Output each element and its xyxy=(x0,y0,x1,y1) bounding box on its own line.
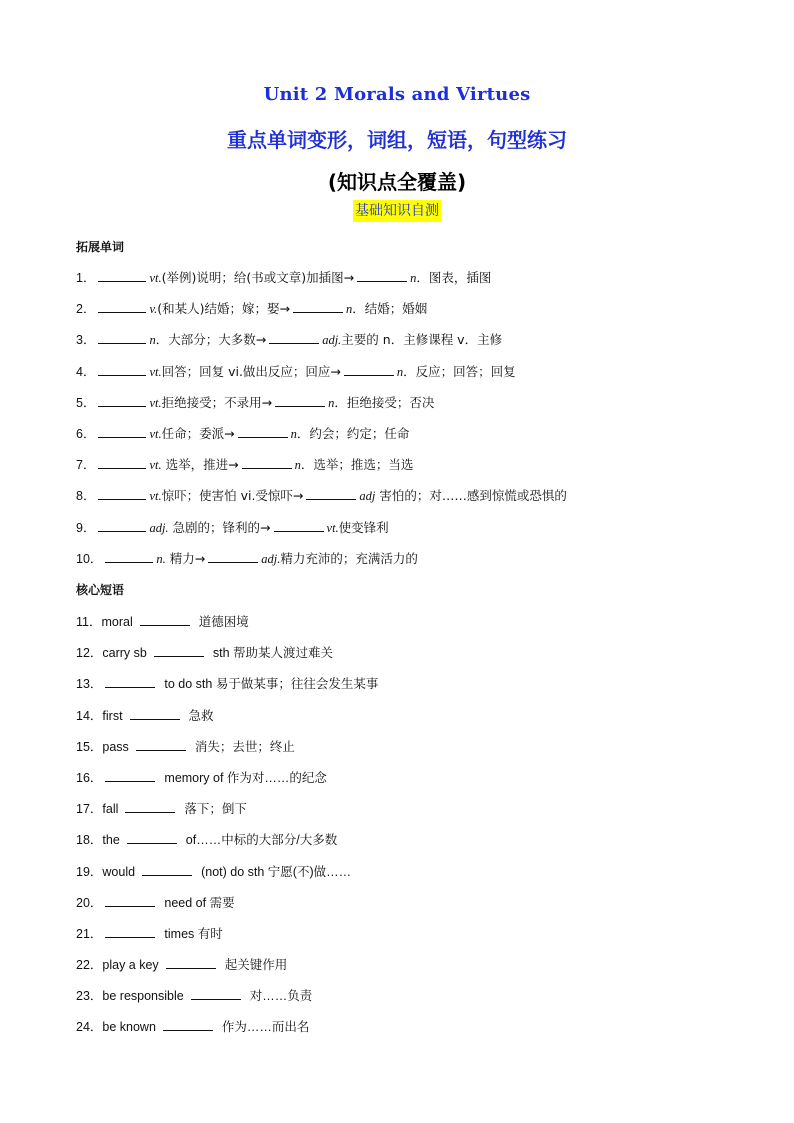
answer-blank[interactable] xyxy=(238,424,288,438)
phrase-suffix: 急救 xyxy=(188,708,214,723)
worksheet-title: 重点单词变形，词组，短语，句型练习 xyxy=(227,128,567,152)
phrase-suffix: 对……负责 xyxy=(249,989,313,1004)
answer-blank[interactable] xyxy=(269,330,319,344)
definition-text: 精力→ xyxy=(165,550,206,566)
item-number: 4． xyxy=(76,364,96,379)
word-item xyxy=(76,268,567,299)
item-number: 8． xyxy=(76,489,96,504)
part-of-speech: n xyxy=(328,395,335,410)
phrase-prefix: carry sb xyxy=(102,646,147,661)
part-of-speech: adj xyxy=(359,489,376,504)
unit-title: Unit 2 Morals and Virtues xyxy=(263,84,531,105)
phrase-item xyxy=(76,643,378,674)
part-of-speech: vt. xyxy=(149,271,162,285)
answer-blank[interactable] xyxy=(142,862,192,876)
phrase-prefix: fall xyxy=(102,802,119,817)
answer-blank[interactable] xyxy=(105,674,155,688)
definition-text: ．约会；约定；任命 xyxy=(296,425,410,441)
part-of-speech: n xyxy=(345,302,353,317)
word-list xyxy=(76,268,567,580)
definition-text: 使变锋利 xyxy=(338,519,389,535)
phrase-item xyxy=(76,893,378,924)
phrase-prefix: moral xyxy=(101,615,133,629)
item-number: 3． xyxy=(76,333,96,348)
word-item xyxy=(76,330,567,361)
phrase-prefix: be known xyxy=(102,1020,156,1035)
definition-text: ．反应；回答；回复 xyxy=(403,363,516,379)
definition-text: ．大部分；大多数→ xyxy=(155,332,267,348)
item-number: 16． xyxy=(76,770,103,785)
part-of-speech: n xyxy=(290,426,297,441)
item-number: 14． xyxy=(76,708,103,723)
item-number: 19． xyxy=(76,864,103,879)
answer-blank[interactable] xyxy=(274,518,324,532)
phrase-item xyxy=(76,1017,378,1048)
item-number: 21． xyxy=(76,926,103,941)
answer-blank[interactable] xyxy=(130,706,180,720)
definition-text: ．图表，插图 xyxy=(416,270,492,285)
phrase-item xyxy=(76,986,378,1017)
part-of-speech: adj. xyxy=(322,333,342,348)
definition-text: 任命；委派→ xyxy=(161,425,235,441)
item-number: 23． xyxy=(76,989,103,1004)
definition-text: ．选举；推选；当选 xyxy=(300,457,414,473)
phrase-item xyxy=(76,924,378,955)
answer-blank[interactable] xyxy=(306,486,356,500)
phrase-item xyxy=(76,955,378,986)
word-item xyxy=(76,549,567,580)
answer-blank[interactable] xyxy=(98,455,146,469)
item-number: 22． xyxy=(76,958,103,973)
phrase-item xyxy=(76,706,378,737)
item-number: 9． xyxy=(76,520,96,535)
item-number: 13． xyxy=(76,677,103,692)
phrase-prefix: first xyxy=(102,708,123,723)
word-item xyxy=(76,299,567,330)
phrase-item xyxy=(76,674,378,705)
answer-blank[interactable] xyxy=(98,518,146,532)
part-of-speech: vt. xyxy=(149,489,162,504)
badge-row xyxy=(0,200,794,222)
definition-text: ．结婚；婚姻 xyxy=(352,301,428,317)
answer-blank[interactable] xyxy=(98,424,146,438)
phrase-suffix: memory of 作为对……的纪念 xyxy=(164,770,327,785)
definition-text: (和某人)结婚；嫁；娶→ xyxy=(157,301,290,317)
answer-blank[interactable] xyxy=(166,955,216,969)
phrase-item xyxy=(76,799,378,830)
word-item xyxy=(76,455,567,486)
definition-text: ．拒绝接受；否决 xyxy=(334,394,435,410)
section-heading-words: 拓展单词 xyxy=(76,240,125,254)
item-number: 12． xyxy=(76,646,103,661)
part-of-speech: v. xyxy=(149,302,158,317)
word-item xyxy=(76,518,567,549)
answer-blank[interactable] xyxy=(105,768,155,782)
section-heading-phrases: 核心短语 xyxy=(76,583,125,597)
answer-blank[interactable] xyxy=(275,393,325,407)
item-number: 11． xyxy=(76,615,102,629)
word-item xyxy=(76,362,567,393)
word-item xyxy=(76,424,567,455)
phrase-suffix: need of 需要 xyxy=(164,895,235,910)
answer-blank[interactable] xyxy=(105,549,153,563)
word-item xyxy=(76,486,567,517)
definition-text: 精力充沛的；充满活力的 xyxy=(280,550,418,566)
word-item xyxy=(76,393,567,424)
answer-blank[interactable] xyxy=(98,362,146,376)
part-of-speech: vt. xyxy=(149,458,162,473)
definition-text: (举例)说明；给(书或文章)加插图→ xyxy=(161,270,355,285)
answer-blank[interactable] xyxy=(105,924,155,938)
phrase-suffix: times 有时 xyxy=(164,926,223,941)
part-of-speech: n xyxy=(294,458,301,473)
item-number: 18． xyxy=(76,833,103,848)
phrase-item xyxy=(76,862,378,893)
phrase-item xyxy=(76,612,378,643)
answer-blank[interactable] xyxy=(357,268,407,282)
part-of-speech: n xyxy=(149,333,156,348)
answer-blank[interactable] xyxy=(98,330,146,344)
part-of-speech: vt. xyxy=(149,395,162,410)
item-number: 2． xyxy=(76,302,96,317)
item-number: 24． xyxy=(76,1020,103,1035)
definition-text: 回答；回复 vi.做出反应；回应→ xyxy=(161,363,341,379)
item-number: 17． xyxy=(76,802,103,817)
phrase-item xyxy=(76,768,378,799)
phrase-prefix: the xyxy=(102,833,120,848)
definition-text: 害怕的；对……感到惊慌或恐惧的 xyxy=(375,488,567,504)
definition-text: 惊吓；使害怕 vi.受惊吓→ xyxy=(161,488,304,504)
answer-blank[interactable] xyxy=(208,549,258,563)
part-of-speech: adj. xyxy=(261,551,281,566)
item-number: 10． xyxy=(76,551,103,566)
answer-blank[interactable] xyxy=(136,737,186,751)
phrase-prefix: pass xyxy=(102,739,129,754)
item-number: 7． xyxy=(76,458,96,473)
phrase-prefix: play a key xyxy=(102,958,159,973)
answer-blank[interactable] xyxy=(98,268,146,282)
item-number: 20． xyxy=(76,895,103,910)
worksheet-subtitle: (知识点全覆盖) xyxy=(327,170,467,194)
answer-blank[interactable] xyxy=(105,893,155,907)
part-of-speech: n xyxy=(410,271,417,285)
phrase-suffix: 消失；去世；终止 xyxy=(194,739,295,754)
phrase-item xyxy=(76,737,378,768)
phrase-suffix: 落下；倒下 xyxy=(184,802,247,817)
definition-text: 主要的 n．主修课程 v．主修 xyxy=(341,332,503,348)
phrase-prefix: be responsible xyxy=(102,989,184,1004)
part-of-speech: n. xyxy=(156,551,166,566)
part-of-speech: n xyxy=(396,364,404,379)
phrase-suffix: 道德困境 xyxy=(198,615,249,629)
phrase-suffix: (not) do sth 宁愿(不)做…… xyxy=(201,864,352,879)
definition-text: 拒绝接受；不录用→ xyxy=(161,394,273,410)
phrase-item xyxy=(76,830,378,861)
answer-blank[interactable] xyxy=(163,1017,213,1031)
phrase-suffix: to do sth 易于做某事；往往会发生某事 xyxy=(164,677,379,692)
answer-blank[interactable] xyxy=(98,486,146,500)
phrase-suffix: of……中标的大部分/大多数 xyxy=(185,833,338,848)
answer-blank[interactable] xyxy=(154,643,204,657)
answer-blank[interactable] xyxy=(125,799,175,813)
answer-blank[interactable] xyxy=(242,455,292,469)
answer-blank[interactable] xyxy=(98,393,146,407)
answer-blank[interactable] xyxy=(98,299,146,313)
item-number: 5． xyxy=(76,395,96,410)
part-of-speech: adj. xyxy=(149,520,169,535)
answer-blank[interactable] xyxy=(344,362,394,376)
answer-blank[interactable] xyxy=(191,986,241,1000)
answer-blank[interactable] xyxy=(140,612,190,626)
definition-text: 急剧的；锋利的→ xyxy=(168,519,271,535)
definition-text: 选举，推进→ xyxy=(161,457,239,473)
phrase-suffix: 作为……而出名 xyxy=(221,1020,310,1035)
phrase-list xyxy=(76,612,378,1049)
item-number: 15． xyxy=(76,739,103,754)
phrase-suffix: 起关键作用 xyxy=(224,958,288,973)
part-of-speech: vt. xyxy=(149,426,162,441)
item-number: 6． xyxy=(76,426,96,441)
answer-blank[interactable] xyxy=(293,299,343,313)
part-of-speech: vt. xyxy=(149,364,162,379)
section-badge: 基础知识自测 xyxy=(353,200,441,222)
item-number: 1． xyxy=(76,271,96,285)
answer-blank[interactable] xyxy=(127,830,177,844)
phrase-suffix: sth 帮助某人渡过难关 xyxy=(212,646,334,661)
phrase-prefix: would xyxy=(102,864,136,879)
part-of-speech: vt. xyxy=(326,520,339,535)
